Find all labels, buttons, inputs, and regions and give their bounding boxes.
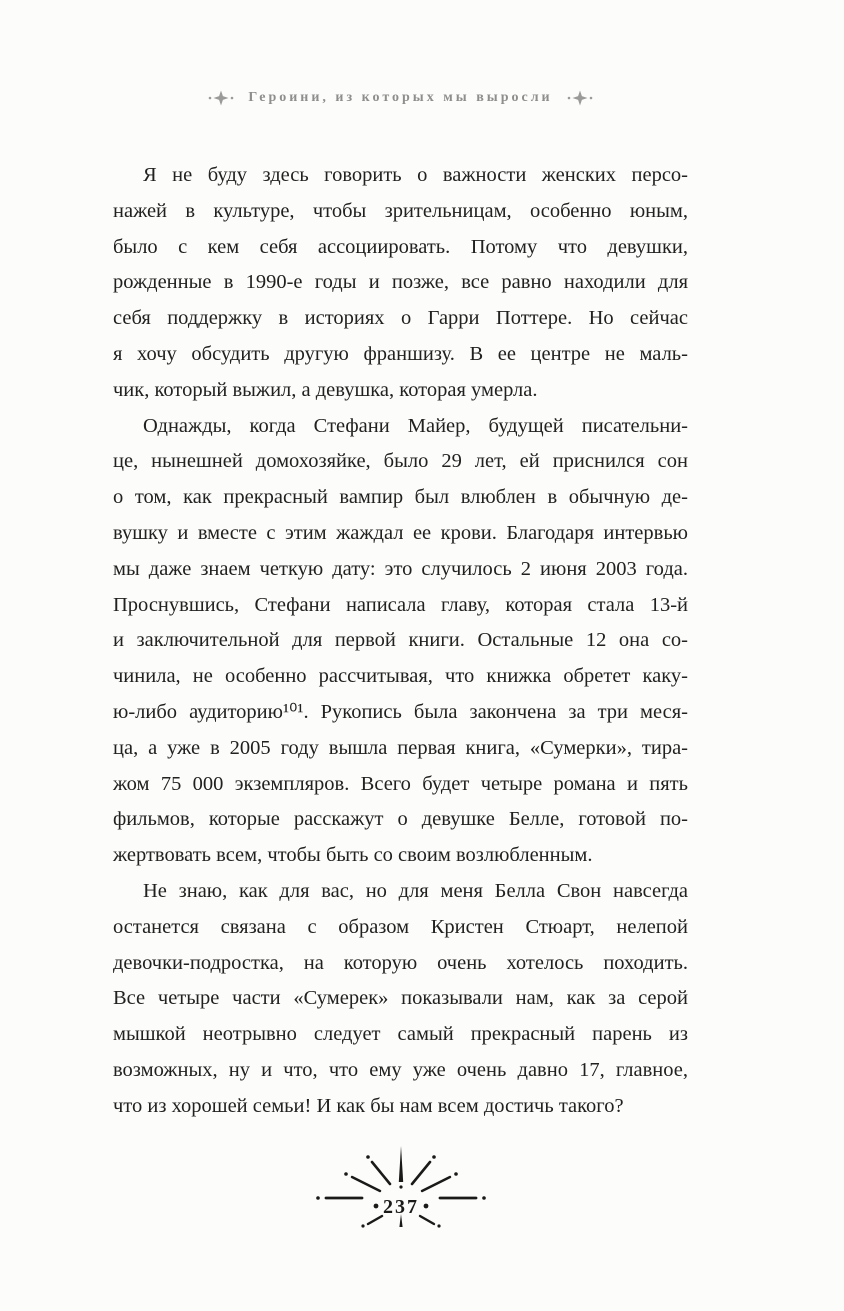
text-line: о том, как прекрасный вампир был влюблен в обычную де- [113, 486, 688, 509]
running-header [113, 90, 688, 106]
text-line: возможных, ну и что, что ему уже очень давно 17, главное, [113, 1058, 688, 1081]
text-line: жертвовать всем, чтобы быть со своим возлюбленным. [113, 844, 593, 867]
text-line: фильмов, которые расскажут о девушке Белле, готовой по- [113, 808, 688, 831]
text-line: чик, который выжил, а девушка, которая умерла. [113, 378, 538, 401]
text-line: це, нынешней домохозяйке, было 29 лет, ей приснился сон [113, 450, 688, 473]
text-line: себя поддержку в историях о Гарри Поттере. Но сейчас [113, 307, 688, 330]
sparkle-ornament-left-icon [208, 90, 234, 106]
page-number: 237 [382, 1196, 419, 1218]
text-line: жом 75 000 экземпляров. Всего будет четыре романа и пять [113, 772, 688, 795]
text-line: вушку и вместе с этим жаждал ее крови. Благодаря интервью [113, 521, 688, 544]
text-line: Однажды, когда Стефани Майер, будущей писательни- [143, 414, 688, 437]
text-line: и заключительной для первой книги. Остальные 12 она со- [113, 629, 688, 652]
sunburst-page-number-ornament [306, 1146, 496, 1228]
text-line: мы даже знаем четкую дату: это случилось 2 июня 2003 года. [113, 557, 688, 580]
text-line: Не знаю, как для вас, но для меня Белла Свон навсегда [143, 879, 688, 902]
text-line: Я не буду здесь говорить о важности женских персо- [143, 164, 688, 186]
text-line: нажей в культуре, чтобы зрительницам, особенно юным, [113, 199, 688, 222]
text-line: рожденные в 1990-е годы и позже, все равно находили для [113, 271, 688, 294]
text-line: ца, а уже в 2005 году вышла первая книга, «Сумерки», тира- [113, 736, 688, 759]
page-footer [113, 1146, 688, 1228]
text-line: было с кем себя ассоциировать. Потому что девушки, [113, 235, 688, 258]
text-line: я хочу обсудить другую франшизу. В ее центре не маль- [113, 342, 688, 365]
text-line: девочки-подростка, на которую очень хотелось походить. [113, 951, 688, 974]
text-line: Проснувшись, Стефани написала главу, которая стала 13-й [113, 593, 688, 616]
running-title: Героини, из которых мы выросли [248, 90, 553, 105]
text-line: останется связана с образом Кристен Стюарт, нелепой [113, 915, 688, 938]
body-text [113, 158, 688, 1125]
text-line: чинила, не особенно рассчитывая, что книжка обретет каку- [113, 665, 688, 688]
sparkle-ornament-right-icon [567, 90, 593, 106]
text-line: мышкой неотрывно следует самый прекрасный парень из [113, 1023, 688, 1046]
text-line: что из хорошей семьи! И как бы нам всем достичь такого? [113, 1094, 624, 1117]
text-line: ю-либо аудиторию¹⁰¹. Рукопись была закончена за три меся- [113, 700, 688, 723]
text-line: Все четыре части «Сумерек» показывали нам, как за серой [113, 987, 688, 1010]
